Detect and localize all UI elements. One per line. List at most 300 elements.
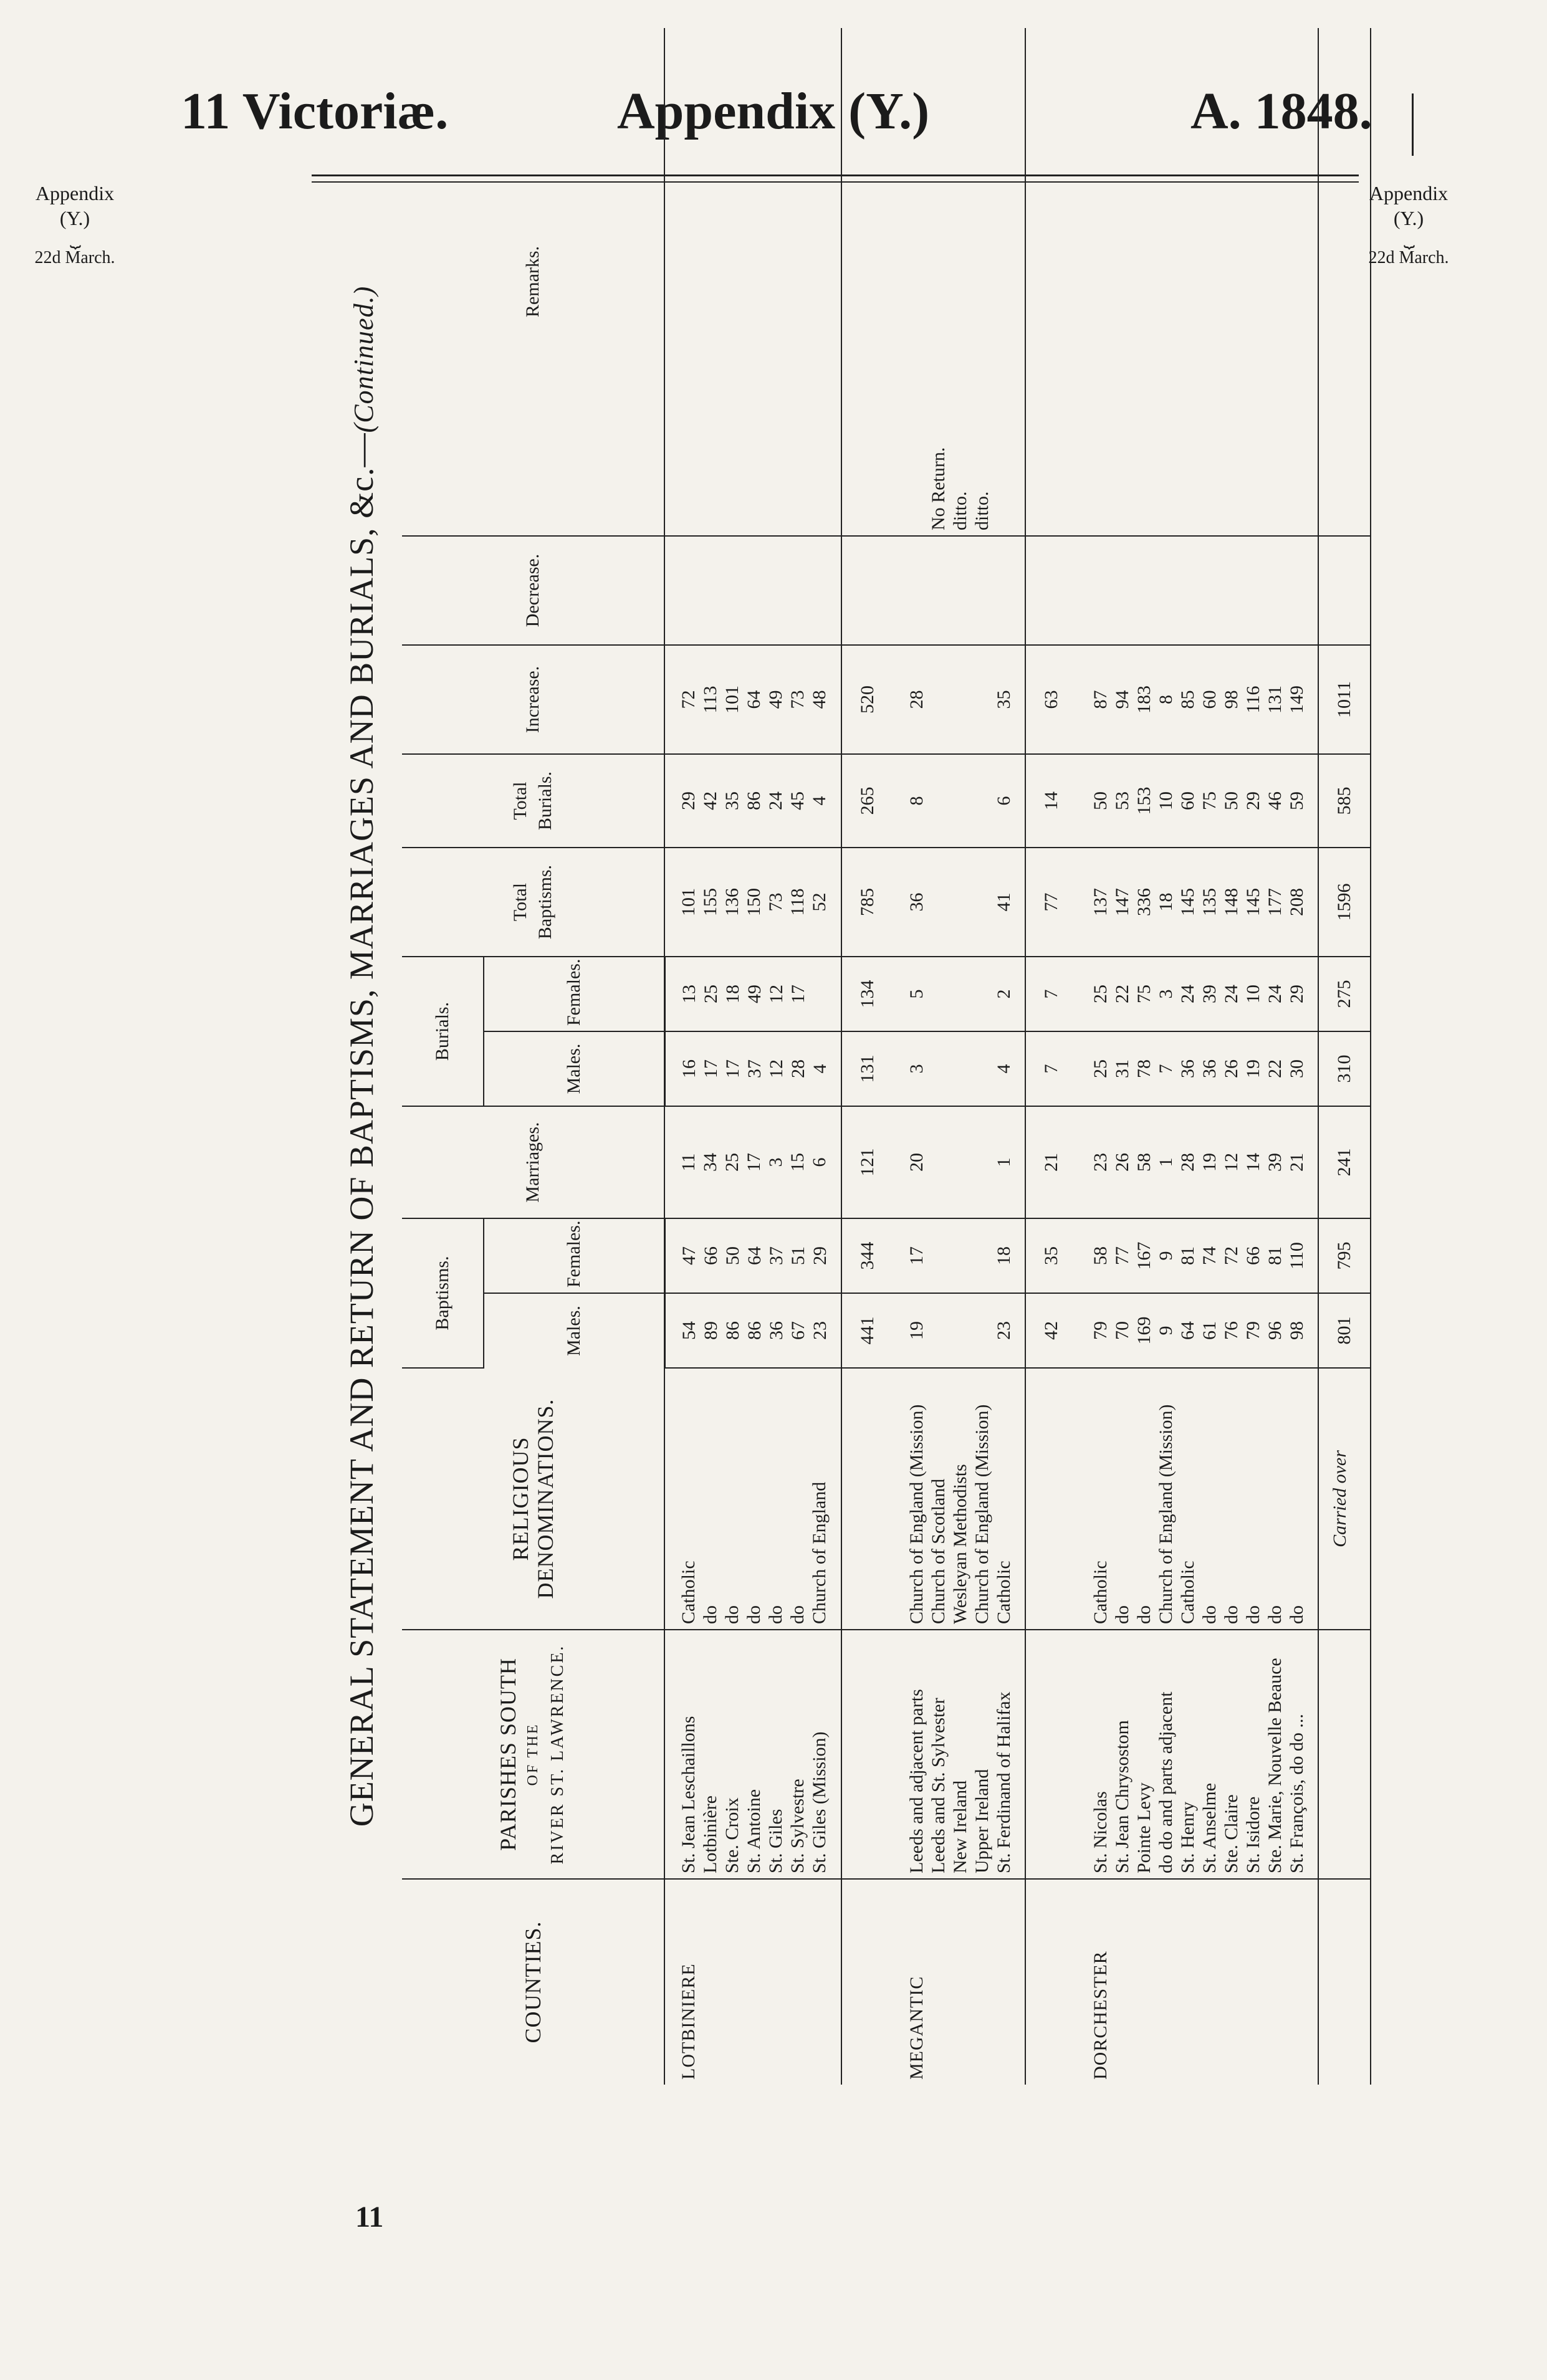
subtotal-decrease bbox=[1025, 536, 1077, 645]
marriages-value bbox=[949, 1112, 971, 1213]
total-baptisms-value: 36 bbox=[906, 892, 927, 912]
decrease-value-cell bbox=[1077, 536, 1318, 645]
subtotal-total-burials: 265 bbox=[841, 754, 893, 848]
parish-name: Upper Ireland bbox=[971, 1769, 992, 1873]
total-baptisms-value: 145 bbox=[1242, 887, 1263, 916]
increase-value: 49 bbox=[765, 690, 786, 709]
decrease-value bbox=[721, 542, 743, 639]
increase-value-cell bbox=[664, 645, 841, 754]
remark-text bbox=[993, 33, 1015, 530]
bur-males-value: 25 bbox=[1090, 1059, 1111, 1078]
parish-name: St. Antoine bbox=[744, 1789, 764, 1873]
remark-text bbox=[1199, 33, 1220, 530]
decrease-value bbox=[927, 542, 949, 639]
subtotal-decrease bbox=[841, 536, 893, 645]
bur-females-value: 22 bbox=[1111, 985, 1133, 1003]
table-title-continued: (Continued.) bbox=[348, 285, 379, 433]
total-burials-value bbox=[927, 760, 949, 842]
total-baptisms-value: 135 bbox=[1199, 887, 1220, 916]
total-baptisms-value bbox=[927, 853, 949, 951]
increase-value: 85 bbox=[1177, 690, 1198, 709]
col-baptisms: Baptisms. bbox=[402, 1218, 484, 1368]
denomination-name: do bbox=[700, 1605, 721, 1624]
denomination-name: do bbox=[1133, 1605, 1154, 1624]
col-increase: Increase. bbox=[402, 645, 664, 754]
total-baptisms-value: 147 bbox=[1111, 887, 1133, 916]
bur-females-value: 24 bbox=[1220, 985, 1242, 1003]
bapt-males-value: 9 bbox=[1155, 1326, 1176, 1336]
col-total-baptisms: Total Baptisms. bbox=[402, 848, 664, 957]
remark-text-cell bbox=[893, 28, 1025, 536]
col-bapt-females: Females. bbox=[484, 1218, 664, 1293]
decrease-value-cell bbox=[664, 536, 841, 645]
remark-text bbox=[1264, 33, 1286, 530]
parish-name: St. Giles bbox=[765, 1809, 786, 1873]
subtotal-marriages: 241 bbox=[1318, 1106, 1370, 1218]
denomination-name: Catholic bbox=[993, 1560, 1014, 1624]
col-counties: COUNTIES. bbox=[402, 1879, 664, 2085]
marriages-value: 15 bbox=[787, 1153, 808, 1172]
page-number: 11 bbox=[355, 2201, 384, 2234]
parish-name: Leeds and adjacent parts bbox=[906, 1689, 927, 1873]
remark-text bbox=[808, 33, 830, 530]
parish-name: St. Anselme bbox=[1199, 1782, 1220, 1873]
bapt-males-value bbox=[927, 1299, 949, 1362]
increase-value: 72 bbox=[678, 690, 699, 709]
remark-text bbox=[721, 33, 743, 530]
denomination-name: Church of England (Mission) bbox=[1155, 1404, 1176, 1624]
bur-females-value bbox=[927, 962, 949, 1026]
denomination-name: Catholic bbox=[678, 1560, 699, 1624]
decrease-value bbox=[787, 542, 808, 639]
increase-value-cell bbox=[893, 645, 1025, 754]
marriages-value: 23 bbox=[1090, 1153, 1111, 1172]
total-baptisms-value: 336 bbox=[1133, 887, 1154, 916]
marriages-value: 11 bbox=[678, 1153, 699, 1172]
total-burials-value-cell bbox=[1077, 754, 1318, 848]
side-note-left bbox=[6, 181, 143, 270]
marriages-value: 20 bbox=[906, 1153, 927, 1172]
marriages-value: 21 bbox=[1286, 1153, 1307, 1172]
bur-males-value: 7 bbox=[1155, 1064, 1176, 1074]
marriages-value: 17 bbox=[744, 1153, 764, 1172]
subtotal-decrease bbox=[1318, 536, 1370, 645]
bur-males-value: 4 bbox=[809, 1064, 830, 1074]
bur-females-value: 5 bbox=[906, 989, 927, 999]
increase-value: 131 bbox=[1264, 685, 1285, 714]
marriages-value: 28 bbox=[1177, 1153, 1198, 1172]
total-burials-value: 8 bbox=[906, 796, 927, 806]
side-note-label: Appendix bbox=[1369, 182, 1449, 204]
denomination-name: Church of Scotland bbox=[927, 1478, 949, 1624]
bur-males-value: 78 bbox=[1133, 1059, 1154, 1078]
bur-females-value-cell bbox=[893, 957, 1025, 1031]
subtotal-remarks bbox=[1025, 28, 1077, 536]
header-center: Appendix (Y.) bbox=[617, 82, 930, 140]
parish-name-cell bbox=[664, 1630, 841, 1879]
bapt-males-value: 54 bbox=[678, 1321, 699, 1340]
bapt-males-value: 79 bbox=[1242, 1321, 1263, 1340]
bur-females-value: 75 bbox=[1133, 985, 1154, 1003]
decrease-value bbox=[678, 542, 699, 639]
remark-text bbox=[743, 33, 765, 530]
marriages-value: 1 bbox=[1155, 1157, 1176, 1167]
bapt-females-value-cell bbox=[1077, 1218, 1318, 1293]
bapt-females-value: 74 bbox=[1199, 1246, 1220, 1265]
parish-name: do do and parts adjacent bbox=[1155, 1691, 1176, 1873]
bur-females-value: 2 bbox=[993, 989, 1014, 999]
subtotal-bur-males: 7 bbox=[1025, 1031, 1077, 1106]
marriages-value-cell bbox=[1077, 1106, 1318, 1218]
increase-value: 48 bbox=[809, 690, 830, 709]
bur-males-value-cell bbox=[1077, 1031, 1318, 1106]
marriages-value: 14 bbox=[1242, 1153, 1263, 1172]
marriages-value: 39 bbox=[1264, 1153, 1285, 1172]
decrease-value bbox=[906, 542, 927, 639]
parish-name: Ste. Marie, Nouvelle Beauce bbox=[1264, 1658, 1285, 1873]
col-parishes-line1: PARISHES SOUTH bbox=[496, 1658, 520, 1851]
subtotal-empty bbox=[841, 1630, 893, 1879]
bapt-females-value: 37 bbox=[765, 1246, 787, 1265]
marriages-value: 6 bbox=[809, 1157, 830, 1167]
bapt-females-value: 77 bbox=[1111, 1246, 1133, 1265]
bapt-females-value bbox=[971, 1224, 993, 1288]
subtotal-total-baptisms: 1596 bbox=[1318, 848, 1370, 957]
bur-males-value: 17 bbox=[700, 1059, 721, 1078]
subtotal-bur-males: 131 bbox=[841, 1031, 893, 1106]
side-note-sub: (Y.) bbox=[1393, 207, 1424, 229]
subtotal-label bbox=[1025, 1368, 1077, 1630]
decrease-value bbox=[1242, 542, 1264, 639]
parish-name: St. Ferdinand of Halifax bbox=[993, 1691, 1014, 1873]
subtotal-empty bbox=[1025, 1630, 1077, 1879]
decrease-value bbox=[1111, 542, 1133, 639]
remark-text: ditto. bbox=[971, 491, 992, 530]
remark-text bbox=[1133, 33, 1155, 530]
increase-value: 113 bbox=[700, 686, 721, 714]
bapt-females-value: 167 bbox=[1133, 1241, 1154, 1270]
increase-value: 60 bbox=[1199, 690, 1220, 709]
col-bapt-males: Males. bbox=[484, 1293, 664, 1368]
header-rule bbox=[1412, 93, 1414, 156]
denomination-name-cell bbox=[893, 1368, 1025, 1630]
increase-value bbox=[971, 651, 993, 748]
subtotal-remarks bbox=[1318, 28, 1370, 536]
header-right: A. 1848. bbox=[1190, 82, 1372, 140]
bur-males-value: 12 bbox=[765, 1059, 787, 1078]
bur-males-value-cell bbox=[893, 1031, 1025, 1106]
denomination-name: do bbox=[765, 1605, 786, 1624]
total-burials-value: 50 bbox=[1090, 791, 1111, 810]
rotated-table bbox=[321, 28, 1354, 2085]
decrease-value bbox=[1264, 542, 1286, 639]
bapt-females-value-cell bbox=[893, 1218, 1025, 1293]
bur-males-value: 19 bbox=[1242, 1059, 1263, 1078]
marriages-value: 34 bbox=[700, 1153, 721, 1172]
total-burials-value: 53 bbox=[1111, 791, 1133, 810]
bapt-males-value: 23 bbox=[809, 1321, 830, 1340]
denomination-name-cell bbox=[1077, 1368, 1318, 1630]
bapt-females-value bbox=[927, 1224, 949, 1288]
total-burials-value: 46 bbox=[1264, 791, 1285, 810]
parish-name: St. Isidore bbox=[1242, 1796, 1263, 1873]
side-note-date: 22d March. bbox=[34, 248, 115, 267]
bapt-females-value: 66 bbox=[700, 1246, 721, 1265]
bapt-males-value: 64 bbox=[1177, 1321, 1198, 1340]
denomination-name: Wesleyan Methodists bbox=[949, 1464, 970, 1624]
denomination-name: do bbox=[744, 1605, 764, 1624]
subtotal-bur-females: 7 bbox=[1025, 957, 1077, 1031]
bapt-females-value: 66 bbox=[1242, 1246, 1263, 1265]
bapt-males-value: 76 bbox=[1220, 1321, 1242, 1340]
bapt-males-value: 23 bbox=[993, 1321, 1014, 1340]
denomination-name: Church of England (Mission) bbox=[906, 1404, 927, 1624]
parish-name: Ste. Croix bbox=[722, 1797, 742, 1873]
total-burials-value: 86 bbox=[744, 791, 764, 810]
marriages-value: 3 bbox=[765, 1157, 786, 1167]
table-bottom-rule bbox=[1370, 28, 1409, 2085]
remark-text bbox=[1090, 33, 1111, 530]
bur-females-value: 49 bbox=[744, 985, 765, 1003]
subtotal-empty bbox=[841, 1879, 893, 2085]
bapt-females-value bbox=[949, 1224, 971, 1288]
total-burials-value: 6 bbox=[993, 796, 1014, 806]
bur-females-value: 13 bbox=[678, 985, 699, 1003]
bapt-males-value: 36 bbox=[765, 1321, 787, 1340]
subtotal-row bbox=[1318, 28, 1370, 2085]
subtotal-empty bbox=[1318, 1630, 1370, 1879]
total-burials-value: 60 bbox=[1177, 791, 1198, 810]
bur-females-value bbox=[809, 962, 831, 1026]
increase-value: 94 bbox=[1111, 690, 1133, 709]
decrease-value bbox=[993, 542, 1015, 639]
subtotal-total-burials: 585 bbox=[1318, 754, 1370, 848]
parish-name: St. Sylvestre bbox=[787, 1779, 808, 1873]
remark-text bbox=[787, 33, 808, 530]
bur-females-value bbox=[971, 962, 993, 1026]
parish-name: New Ireland bbox=[949, 1780, 970, 1873]
denomination-name: do bbox=[1220, 1605, 1242, 1624]
bapt-females-value: 50 bbox=[722, 1246, 743, 1265]
subtotal-increase: 1011 bbox=[1318, 645, 1370, 754]
remark-text bbox=[678, 33, 699, 530]
total-burials-value: 29 bbox=[678, 791, 699, 810]
col-parishes bbox=[402, 1630, 664, 1879]
parish-name: St. Nicolas bbox=[1090, 1791, 1111, 1873]
table-row bbox=[1077, 28, 1318, 2085]
parish-name: Ste. Claire bbox=[1220, 1794, 1242, 1873]
increase-value: 8 bbox=[1155, 694, 1176, 704]
parish-name: St. François, do do ... bbox=[1286, 1714, 1307, 1873]
col-marriages: Marriages. bbox=[402, 1106, 664, 1218]
denomination-name: do bbox=[787, 1605, 808, 1624]
bur-males-value: 37 bbox=[744, 1059, 765, 1078]
subtotal-bur-females: 134 bbox=[841, 957, 893, 1031]
increase-value: 116 bbox=[1242, 686, 1263, 714]
total-burials-value-cell bbox=[893, 754, 1025, 848]
col-bur-males: Males. bbox=[484, 1031, 664, 1106]
bur-males-value: 26 bbox=[1220, 1059, 1242, 1078]
decrease-value bbox=[1090, 542, 1111, 639]
side-note-label: Appendix bbox=[35, 182, 115, 204]
side-note-sub: (Y.) bbox=[59, 207, 90, 229]
subtotal-total-baptisms: 785 bbox=[841, 848, 893, 957]
bur-males-value: 4 bbox=[993, 1064, 1014, 1074]
bapt-females-value: 9 bbox=[1155, 1251, 1176, 1261]
bur-females-value: 18 bbox=[722, 985, 743, 1003]
bapt-males-value: 89 bbox=[700, 1321, 721, 1340]
increase-value bbox=[927, 651, 949, 748]
marriages-value: 25 bbox=[722, 1153, 742, 1172]
parish-name: Pointe Levy bbox=[1133, 1782, 1154, 1873]
total-baptisms-value-cell bbox=[664, 848, 841, 957]
total-baptisms-value: 101 bbox=[678, 887, 699, 916]
bapt-males-value bbox=[971, 1299, 993, 1362]
bapt-females-value-cell bbox=[664, 1218, 841, 1293]
subtotal-total-burials: 14 bbox=[1025, 754, 1077, 848]
bapt-males-value: 98 bbox=[1286, 1321, 1307, 1340]
subtotal-empty bbox=[1318, 1879, 1370, 2085]
subtotal-bur-females: 275 bbox=[1318, 957, 1370, 1031]
decrease-value bbox=[1220, 542, 1242, 639]
total-burials-value: 10 bbox=[1155, 791, 1176, 810]
bapt-females-value: 81 bbox=[1264, 1246, 1285, 1265]
bapt-males-value: 86 bbox=[744, 1321, 765, 1340]
decrease-value bbox=[765, 542, 787, 639]
col-denominations bbox=[402, 1368, 664, 1630]
remark-text bbox=[765, 33, 787, 530]
increase-value: 183 bbox=[1133, 685, 1154, 714]
col-total-burials: Total Burials. bbox=[402, 754, 664, 848]
total-baptisms-value: 41 bbox=[993, 892, 1014, 912]
parish-name: Lotbinière bbox=[700, 1795, 721, 1873]
total-baptisms-value: 52 bbox=[809, 892, 830, 912]
bur-males-value bbox=[927, 1037, 949, 1101]
increase-value: 28 bbox=[906, 690, 927, 709]
parish-name: St. Jean Chrysostom bbox=[1111, 1720, 1133, 1873]
bapt-males-value-cell bbox=[664, 1293, 841, 1368]
subtotal-bapt-females: 795 bbox=[1318, 1218, 1370, 1293]
total-burials-value bbox=[949, 760, 971, 842]
marriages-value bbox=[971, 1112, 993, 1213]
total-burials-value: 153 bbox=[1133, 786, 1154, 815]
header-left: 11 Victoriæ. bbox=[181, 82, 449, 140]
remark-text-cell bbox=[1077, 28, 1318, 536]
increase-value: 35 bbox=[993, 690, 1014, 709]
increase-value: 64 bbox=[744, 690, 764, 709]
col-bur-females: Females. bbox=[484, 957, 664, 1031]
total-baptisms-value bbox=[949, 853, 971, 951]
remark-text: No Return. bbox=[927, 447, 949, 530]
col-parishes-line2: OF THE bbox=[525, 1723, 541, 1786]
bapt-females-value: 18 bbox=[993, 1246, 1014, 1265]
parish-name-cell bbox=[893, 1630, 1025, 1879]
total-burials-value: 29 bbox=[1242, 791, 1263, 810]
decrease-value bbox=[1177, 542, 1199, 639]
bur-males-value bbox=[971, 1037, 993, 1101]
remark-text bbox=[1286, 33, 1308, 530]
brace-icon: ⏟ bbox=[70, 227, 80, 248]
decrease-value bbox=[1155, 542, 1177, 639]
increase-value: 101 bbox=[722, 685, 742, 714]
col-burials: Burials. bbox=[402, 957, 484, 1106]
subtotal-row bbox=[841, 28, 893, 2085]
total-burials-value: 24 bbox=[765, 791, 786, 810]
bur-females-value: 25 bbox=[700, 985, 721, 1003]
bapt-females-value: 81 bbox=[1177, 1246, 1198, 1265]
subtotal-label bbox=[841, 1368, 893, 1630]
bur-females-value: 29 bbox=[1286, 985, 1307, 1003]
marriages-value: 58 bbox=[1133, 1153, 1154, 1172]
table-row bbox=[893, 28, 1025, 2085]
table-title-text: GENERAL STATEMENT AND RETURN OF BAPTISMS, MARRIAGES AND BURIALS, &c.— bbox=[343, 433, 380, 1827]
total-baptisms-value: 118 bbox=[787, 888, 808, 916]
decrease-value bbox=[743, 542, 765, 639]
subtotal-marriages: 21 bbox=[1025, 1106, 1077, 1218]
bapt-females-value: 51 bbox=[787, 1246, 808, 1265]
total-baptisms-value: 155 bbox=[700, 887, 721, 916]
subtotal-bapt-males: 441 bbox=[841, 1293, 893, 1368]
table-title bbox=[321, 28, 402, 2085]
bapt-females-value: 110 bbox=[1286, 1242, 1307, 1269]
marriages-value: 19 bbox=[1199, 1153, 1220, 1172]
total-baptisms-value: 145 bbox=[1177, 887, 1198, 916]
county-name: LOTBINIERE bbox=[678, 1963, 699, 2080]
denomination-name-cell bbox=[664, 1368, 841, 1630]
total-burials-value bbox=[971, 760, 993, 842]
bapt-males-value: 169 bbox=[1133, 1316, 1154, 1345]
subtotal-label: Carried over bbox=[1318, 1368, 1370, 1630]
bur-females-value: 12 bbox=[765, 985, 787, 1003]
returns-table bbox=[402, 28, 1370, 2085]
denomination-name: do bbox=[1111, 1605, 1133, 1624]
subtotal-marriages: 121 bbox=[841, 1106, 893, 1218]
remark-text bbox=[1242, 33, 1264, 530]
total-baptisms-value: 148 bbox=[1220, 887, 1242, 916]
bur-males-value: 22 bbox=[1264, 1059, 1285, 1078]
bur-females-value-cell bbox=[1077, 957, 1318, 1031]
bapt-males-value: 86 bbox=[722, 1321, 743, 1340]
col-denom-line2: DENOMINATIONS. bbox=[533, 1398, 558, 1599]
bapt-females-value: 64 bbox=[744, 1246, 765, 1265]
brace-icon: ⏟ bbox=[1404, 227, 1414, 248]
bapt-females-value: 29 bbox=[809, 1246, 830, 1265]
decrease-value-cell bbox=[893, 536, 1025, 645]
county-cell bbox=[664, 1879, 841, 2085]
total-baptisms-value: 73 bbox=[765, 892, 786, 912]
remark-text-cell bbox=[664, 28, 841, 536]
bur-males-value: 30 bbox=[1286, 1059, 1307, 1078]
total-burials-value: 35 bbox=[722, 791, 742, 810]
bur-males-value: 36 bbox=[1177, 1059, 1198, 1078]
bur-females-value: 10 bbox=[1242, 985, 1263, 1003]
increase-value: 87 bbox=[1090, 690, 1111, 709]
subtotal-empty bbox=[1025, 1879, 1077, 2085]
denomination-name: do bbox=[1242, 1605, 1263, 1624]
table-body bbox=[664, 28, 1370, 2085]
bapt-females-value: 47 bbox=[678, 1246, 699, 1265]
bur-males-value: 16 bbox=[678, 1059, 699, 1078]
subtotal-bapt-males: 42 bbox=[1025, 1293, 1077, 1368]
subtotal-bapt-females: 344 bbox=[841, 1218, 893, 1293]
denomination-name: Catholic bbox=[1177, 1560, 1198, 1624]
denomination-name: do bbox=[1264, 1605, 1285, 1624]
remark-text bbox=[1155, 33, 1177, 530]
remark-text bbox=[1111, 33, 1133, 530]
remark-text bbox=[1220, 33, 1242, 530]
bapt-females-value: 17 bbox=[906, 1246, 927, 1265]
marriages-value bbox=[927, 1112, 949, 1213]
